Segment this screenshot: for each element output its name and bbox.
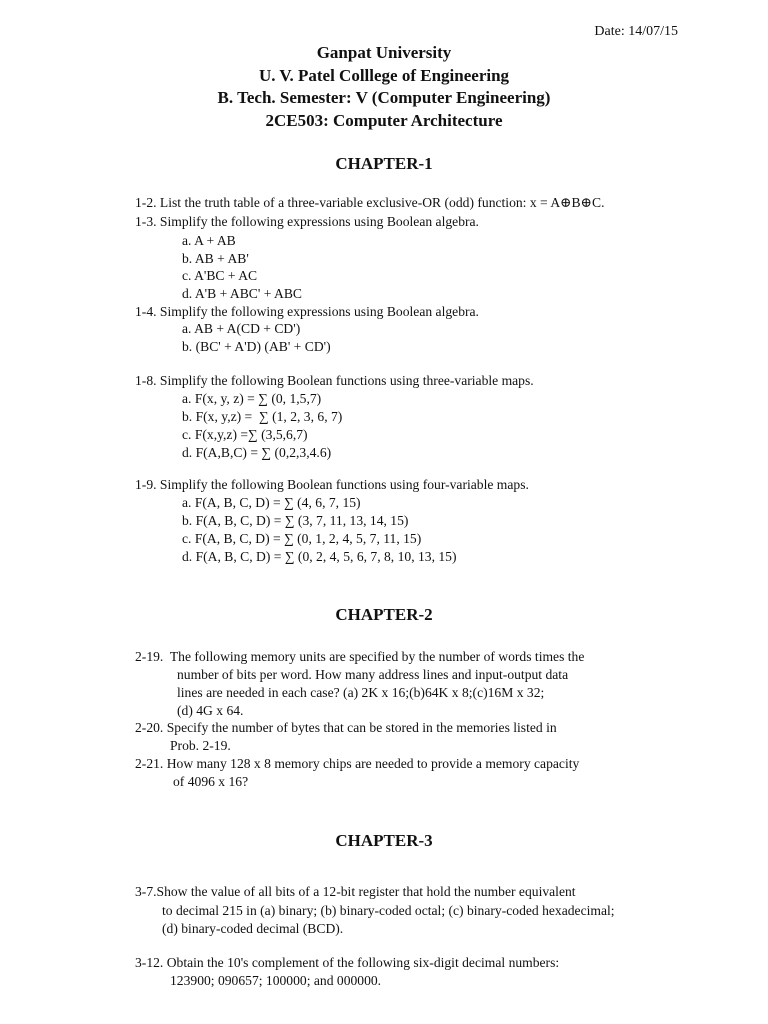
question-2-20: 2-20. Specify the number of bytes that can be stored in the memories listed in: [135, 720, 557, 735]
question-1-9-option: a. F(A, B, C, D) = ∑ (4, 6, 7, 15): [182, 495, 361, 510]
university-name: Ganpat University: [316, 43, 452, 62]
question-2-19-line: (d) 4G x 64.: [177, 703, 244, 718]
question-3-7-line: to decimal 215 in (a) binary; (b) binary-coded octal; (c) binary-coded hexadecimal;: [162, 903, 615, 918]
question-2-19-line: number of bits per word. How many address lines and input-output data: [177, 667, 569, 682]
college-name: U. V. Patel Colllege of Engineering: [258, 65, 510, 85]
question-1-2: 1-2. List the truth table of a three-variable exclusive-OR (odd) function: x = A⊕B⊕C.: [135, 195, 605, 210]
chapter-1-title: CHAPTER-1: [335, 154, 433, 173]
question-3-12: 3-12. Obtain the 10's complement of the following six-digit decimal numbers:: [135, 955, 560, 970]
question-1-9-option: d. F(A, B, C, D) = ∑ (0, 2, 4, 5, 6, 7, 8, 10, 13, 15): [182, 549, 457, 564]
question-2-20-line: Prob. 2-19.: [170, 738, 231, 753]
question-1-8-option: c. F(x,y,z) =∑ (3,5,6,7): [182, 427, 308, 442]
question-1-4: 1-4. Simplify the following expressions using Boolean algebra.: [135, 304, 479, 319]
question-1-4-option: a. AB + A(CD + CD'): [182, 321, 301, 336]
question-3-7: 3-7.Show the value of all bits of a 12-bit register that hold the number equivalent: [135, 884, 576, 899]
question-1-3-option: b. AB + AB': [182, 251, 249, 266]
question-1-3: 1-3. Simplify the following expressions using Boolean algebra.: [135, 214, 479, 229]
question-1-9-option: c. F(A, B, C, D) = ∑ (0, 1, 2, 4, 5, 7, 11, 15): [182, 531, 422, 546]
question-1-9-option: b. F(A, B, C, D) = ∑ (3, 7, 11, 13, 14, 15): [182, 513, 409, 528]
question-2-21-line: of 4096 x 16?: [173, 774, 249, 789]
question-2-21: 2-21. How many 128 x 8 memory chips are needed to provide a memory capacity: [135, 756, 580, 771]
document-header: [0, 42, 768, 132]
question-1-8: 1-8. Simplify the following Boolean functions using three-variable maps.: [135, 373, 534, 388]
question-1-4-option: b. (BC' + A'D) (AB' + CD'): [182, 339, 331, 354]
semester-line: B. Tech. Semester: V (Computer Engineering): [217, 88, 551, 107]
question-1-9: 1-9. Simplify the following Boolean functions using four-variable maps.: [135, 477, 529, 492]
question-2-19-line: lines are needed in each case? (a) 2K x 16;(b)64K x 8;(c)16M x 32;: [177, 685, 545, 700]
question-2-19: 2-19. The following memory units are specified by the number of words times the: [135, 649, 585, 664]
question-1-8-option: d. F(A,B,C) = ∑ (0,2,3,4.6): [182, 445, 332, 460]
chapter-2-title: CHAPTER-2: [335, 605, 433, 624]
date-label: Date: 14/07/15: [594, 24, 678, 39]
question-3-12-line: 123900; 090657; 100000; and 000000.: [170, 973, 382, 988]
question-1-3-option: c. A'BC + AC: [182, 268, 258, 283]
question-1-8-option: b. F(x, y,z) = ∑ (1, 2, 3, 6, 7): [182, 409, 343, 424]
question-1-8-option: a. F(x, y, z) = ∑ (0, 1,5,7): [182, 391, 322, 406]
course-title: 2CE503: Computer Architecture: [265, 110, 503, 130]
question-1-3-option: d. A'B + ABC' + ABC: [182, 286, 302, 301]
question-1-3-option: a. A + AB: [182, 233, 236, 248]
question-3-7-line: (d) binary-coded decimal (BCD).: [162, 921, 344, 936]
chapter-3-title: CHAPTER-3: [335, 831, 433, 850]
